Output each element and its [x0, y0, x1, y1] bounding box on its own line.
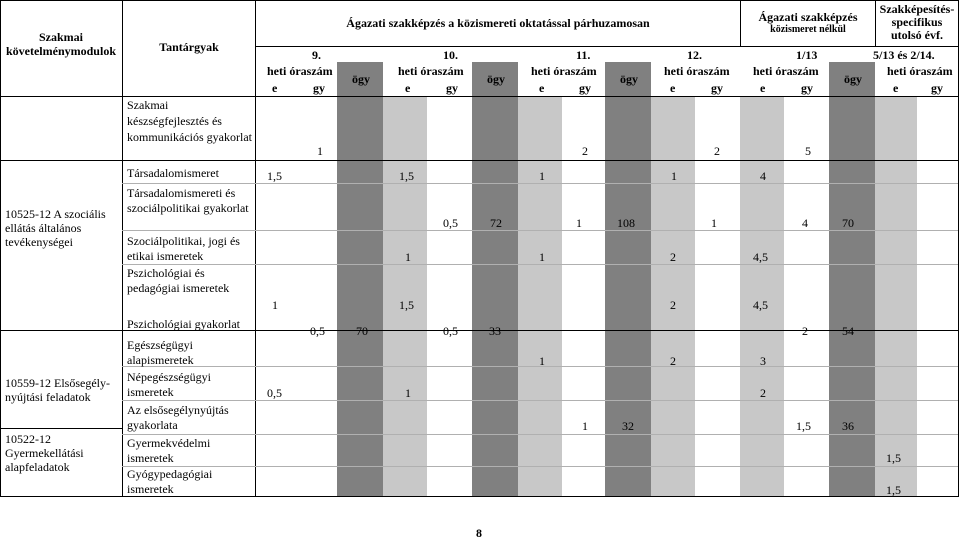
header-without-sub: közismeret nélkül [770, 24, 846, 35]
cell-value: 2 [714, 144, 720, 158]
e-label: e [539, 81, 545, 95]
e-label: e [272, 81, 278, 95]
cell-value: 0,5 [310, 324, 325, 338]
cell-value: 72 [490, 216, 502, 230]
ogy-column-9 [337, 96, 383, 496]
table-divider [255, 46, 959, 47]
header-parallel: Ágazati szakképzés a közismereti oktatással párhuzamosan [346, 16, 650, 30]
table-divider [0, 160, 959, 161]
heti-label: heti óraszám [664, 64, 730, 78]
cell-value: 0,5 [443, 324, 458, 338]
cell-value: 1 [711, 216, 717, 230]
cell-value: 4,5 [753, 250, 768, 264]
cell-value: 1,5 [267, 169, 282, 183]
cell-value: 1 [539, 250, 545, 264]
subject-nepegeszsegugyi: Népegészségügyi ismeretek [127, 370, 211, 399]
ogy-label: ögy [620, 72, 638, 86]
e-label: e [760, 81, 766, 95]
cell-value: 1 [405, 250, 411, 264]
gy-label: gy [931, 81, 943, 95]
subject-szakmai: Szakmai készségfejlesztés és kommunikációs gyakorlat [127, 98, 252, 144]
header-modules: Szakmai követelménymodulok [5, 30, 116, 58]
table-border-right [958, 0, 959, 497]
heti-label: heti óraszám [398, 64, 464, 78]
module-10525: 10525-12 A szociális ellátás általános tevékenységei [5, 207, 106, 249]
subject-pszichologiai-ismeretek: Pszichológiai és pedagógiai ismeretek [127, 266, 230, 295]
module-10559: 10559-12 Elsősegély-nyújtási feladatok [5, 376, 110, 404]
module-10522: 10522-12 Gyermekellátási alapfeladatok [5, 432, 84, 474]
year-9: 9. [312, 48, 321, 62]
table-border-left [0, 0, 1, 497]
ogy-column-13 [829, 96, 875, 496]
cell-value: 36 [842, 419, 854, 433]
year-11: 11. [576, 48, 591, 62]
gy-label: gy [711, 81, 723, 95]
cell-value: 2 [760, 386, 766, 400]
header-without: Ágazati szakképzés [758, 10, 858, 24]
cell-value: 1,5 [886, 451, 901, 465]
ogy-label: ögy [352, 72, 370, 86]
cell-value: 70 [842, 216, 854, 230]
cell-value: 4,5 [753, 298, 768, 312]
cell-value: 1,5 [399, 298, 414, 312]
heti-label: heti óraszám [753, 64, 819, 78]
cell-value: 70 [356, 324, 368, 338]
cell-value: 1 [405, 386, 411, 400]
cell-value: 54 [842, 324, 854, 338]
gy-column-11 [518, 96, 562, 496]
gy-label: gy [446, 81, 458, 95]
heti-label: heti óraszám [531, 64, 597, 78]
gy-label: gy [579, 81, 591, 95]
ogy-column-10 [472, 96, 518, 496]
cell-value: 4 [760, 169, 766, 183]
gy-column-14 [875, 96, 917, 496]
subject-tarsadalom-gyakorlat: Társadalomismereti és szociálpolitikai gyakorlat [127, 186, 249, 215]
cell-value: 1 [671, 169, 677, 183]
cell-value: 2 [802, 324, 808, 338]
header-specific: Szakképesítés-specifikus utolsó évf. [879, 2, 955, 42]
cell-value: 1,5 [399, 169, 414, 183]
row-separator [122, 264, 958, 265]
cell-value: 5 [805, 144, 811, 158]
heti-label: heti óraszám [887, 64, 953, 78]
gy-column-10 [383, 96, 427, 496]
cell-value: 2 [582, 144, 588, 158]
year-14: 5/13 és 2/14. [873, 48, 935, 62]
cell-value: 2 [670, 354, 676, 368]
cell-value: 32 [622, 419, 634, 433]
subject-szocialpolitikai: Szociálpolitikai, jogi és etikai ismeretek [127, 234, 240, 263]
cell-value: 33 [489, 324, 501, 338]
cell-value: 1 [576, 216, 582, 230]
year-13: 1/13 [796, 48, 818, 62]
table-divider [255, 0, 256, 497]
row-separator [122, 400, 958, 401]
header-subjects: Tantárgyak [159, 40, 219, 54]
cell-value: 1 [272, 298, 278, 312]
table-border-top [0, 0, 959, 1]
table-divider [0, 428, 122, 429]
cell-value: 3 [760, 354, 766, 368]
cell-value: 108 [617, 216, 635, 230]
cell-value: 1 [582, 419, 588, 433]
subject-tarsadalomismeret: Társadalomismeret [127, 166, 219, 180]
subject-egeszsegugyi: Egészségügyi alapismeretek [127, 338, 194, 367]
cell-value: 4 [802, 216, 808, 230]
cell-value: 1 [539, 169, 545, 183]
subject-gyogypedagogiai: Gyógypedagógiai ismeretek [127, 467, 213, 496]
cell-value: 1 [317, 144, 323, 158]
heti-label: heti óraszám [267, 64, 333, 78]
ogy-column-11 [605, 96, 651, 496]
page-number: 8 [476, 526, 482, 540]
table-divider [122, 0, 123, 497]
e-label: e [893, 81, 899, 95]
cell-value: 0,5 [443, 216, 458, 230]
gy-label: gy [801, 81, 813, 95]
subject-pszichologiai-gyakorlat: Pszichológiai gyakorlat [127, 317, 240, 331]
cell-value: 0,5 [267, 386, 282, 400]
gy-column-12 [651, 96, 695, 496]
cell-value: 1,5 [796, 419, 811, 433]
cell-value: 1,5 [886, 483, 901, 497]
cell-value: 2 [670, 298, 676, 312]
e-label: e [405, 81, 411, 95]
year-12: 12. [687, 48, 702, 62]
subject-gyermekvedelmi: Gyermekvédelmi ismeretek [127, 436, 211, 465]
gy-column-13 [740, 96, 784, 496]
row-separator [122, 434, 958, 435]
year-10: 10. [443, 48, 458, 62]
e-label: e [670, 81, 676, 95]
gy-label: gy [313, 81, 325, 95]
ogy-label: ögy [844, 72, 862, 86]
row-separator [122, 230, 958, 231]
cell-value: 2 [670, 250, 676, 264]
row-separator [122, 183, 958, 184]
subject-elsosegely: Az elsősegélynyújtás gyakorlata [127, 403, 229, 432]
cell-value: 1 [539, 354, 545, 368]
ogy-label: ögy [487, 72, 505, 86]
